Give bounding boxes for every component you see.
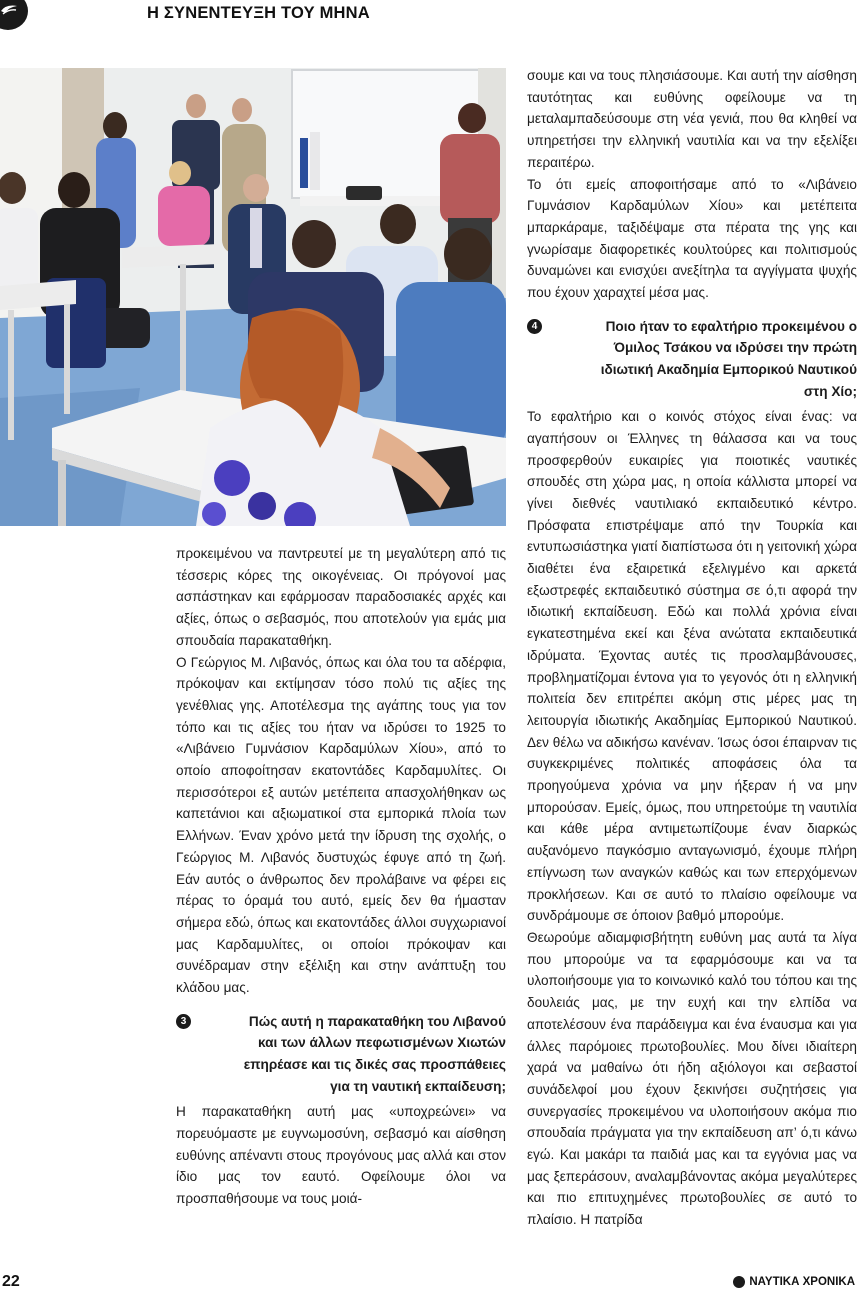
question-text: Ποιο ήταν το εφαλτήριο προκειμένου ο Όμιλος Τσάκου να ιδρύσει την πρώτη ιδιωτική Ακαδημία Εμπορικού Ναυτικού στη Χίο; <box>600 318 857 399</box>
right-paragraph-3: Το εφαλτήριο και ο κοινός στόχος είναι ένας: να αγαπήσουν οι Έλληνες τη θάλασσα και να τους προσφερθούν ευκαιρίες για ποιοτικές ναυτικές σπουδές στη χώρα μας, η οποία κάλλιστα μπορεί να γίνει διεθνές ναυτιλιακό εκπαιδευτικό κέντρο. Πρόσφατα επιστρέψαμε από την Τουρκία και εντυπωσιάστηκα γιατί διαπίστωσα ότι η γειτονική χώρα διαθέτει ένα εξαιρετικά εξελιγμένο και αρκετά εξωστρεφές εκπαιδευτικό σύστημα σε ό,τι αφορά την ιδιωτική εκπαίδευση. Εδώ και πολλά χρόνια είναι εγκατεστημένα εκεί και ξένα ανώτατα εκπαιδευτικά ιδρύματα. Έχοντας αυτές τις προσλαμβάνουσες, προβληματίζομαι έντονα για το γεγονός ότι η ελληνική πολιτεία δεν επιτρέπει ακόμη στις μέρες μας τη λειτουργία ιδιωτικής Ακαδημίας Εμπορικού Ναυτικού. Δεν θέλω να αδικήσω κανέναν. Ίσως όσοι έπαιρναν τις συγκεκριμένες πολιτικές αποφάσεις όλα τα προηγούμενα χρόνια να μην ήξεραν ή να μην μπορούσαν. Εμείς, όμως, που υπηρετούμε τη ναυτιλία και κάθε μέρα αντιμετωπίζουμε έναν διαρκώς αυξανόμενο παγκόσμιο ανταγωνισμό, έχουμε πλήρη επίγνωση των αναγκών καθώς και των επερχόμενων προκλήσεων. Και σε αυτό το πλαίσιο οφείλουμε να συνδράμουμε σε όποιον βαθμό μπορούμε. <box>527 409 857 924</box>
page-number: 22 <box>2 1273 20 1290</box>
left-paragraph-3: Η παρακαταθήκη αυτή μας «υποχρεώνει» να πορευόμαστε με ευγνωμοσύνη, σεβασμό και αίσθηση ευθύνης απέναντι στους προγόνους μας αλλά και στον ίδιο μας τον εαυτό. Οφείλουμε όλοι να προσπαθήσουμε να τους μοιά- <box>176 1104 506 1206</box>
left-paragraph-1: προκειμένου να παντρευτεί με τη μεγαλύτερη από τις τέσσερις κόρες της οικογένειας. Οι πρόγονοί μας ασπάστηκαν και εφάρμοσαν παραδοσιακές αρχές και αξίες, όπως ο σεβασμός, που αποτελούν για εμάς μια σπουδαία παρακαταθήκη. <box>176 546 506 648</box>
left-text-column <box>176 543 506 1210</box>
classroom-photo <box>0 68 506 526</box>
brand-name: ΝΑΥΤΙΚΑ ΧΡΟΝΙΚΑ <box>749 1276 855 1288</box>
right-paragraph-4: Θεωρούμε αδιαμφισβήτητη ευθύνη μας αυτά τα λίγα που μπορούμε να τα εφαρμόσουμε και να τα υλοποιήσουμε για το κοινωνικό καλό του τόπου και της δουλειάς μας, με την ευχή και την ελπίδα να αποτελέσουν ένα παράδειγμα και ένα έναυσμα και για άλλες παρόμοιες πρωτοβουλίες. Μου δίνει ιδιαίτερη χαρά να μαθαίνω ότι ήδη αξιόλογοι και σεβαστοί συνάδελφοί μου έχουν ξεκινήσει συζητήσεις για συνεργασίες προκειμένου να υλοποιήσουν ακόμα πιο σπουδαία πράγματα για την εκπαίδευση απ’ ό,τι κάνω εγώ. Και μακάρι τα παιδιά μας και τα εγγόνια μας να μας ξεπεράσουν, αναλαμβάνοντας ακόμα μεγαλύτερες και πιο επιτυχημένες πρωτοβουλίες σε αυτό το πλαίσιο. Η πατρίδα <box>527 929 857 1228</box>
left-paragraph-2: Ο Γεώργιος Μ. Λιβανός, όπως και όλα του τα αδέρφια, πρόκοψαν και εκτίμησαν τόσο πολύ τις αξίες της γενέθλιας γης. Αποτέλεσμα της αγάπης τους για τον τόπο και τις αξίες του ήταν να ιδρύσει το 1925 το «Λιβάνειο Γυμνάσιον Καρδαμύλων Χίου», από το οποίο αποφοίτησαν εκατοντάδες Καρδαμυλίτες. Οι περισσότεροι εξ αυτών μετέπειτα απασχολήθηκαν ως καπετάνιοι και αξιωματικοί στα εμπορικά πλοία των Ελλήνων. Έναν χρόνο μετά την ίδρυση της σχολής, ο Γεώργιος Μ. Λιβανός δυστυχώς έφυγε από τη ζωή. Εάν αυτός ο άνθρωπος δεν προλάβαινε να φέρει εις πέρας το όραμά του αυτό, εμείς δεν θα ήμασταν σήμερα εδώ, όπως και εκατοντάδες άλλοι συγχωριανοί μας Καρδαμυλίτες, οι οποίοι πρόκοψαν και συνέδραμαν στην εξέλιξη και στην ανάπτυξη του κλάδου μας. <box>176 654 506 996</box>
footer-brand <box>733 1276 855 1288</box>
right-paragraph-1: σουμε και να τους πλησιάσουμε. Και αυτή την αίσθηση ταυτότητας και ευθύνης οφείλουμε να τη μεταλαμπαδεύσουμε στη νέα γενιά, που θα κληθεί να υπηρετήσει την ελληνική ναυτιλία και να την εξελίξει περαιτέρω. <box>527 68 857 170</box>
right-paragraph-2: Το ότι εμείς αποφοιτήσαμε από το «Λιβάνειο Γυμνάσιον Καρδαμύλων Χίου» και μετέπειτα μπαρκάραμε, ταξιδέψαμε στα πέρατα της γης και γνωρίσαμε διαφορετικές κουλτούρες και πολιτισμούς δυναμώνει και ενισχύει ανεξίτηλα τα αγγίγματα ψυχής που έχουν χαραχτεί μέσα μας. <box>527 176 857 301</box>
right-text-column <box>527 65 857 1231</box>
question-number-badge: 4 <box>527 319 542 334</box>
question-text: Πώς αυτή η παρακαταθήκη του Λιβανού και των άλλων πεφωτισμένων Χιωτών επηρέασε και τις δικές σας προσπάθειες για τη ναυτική εκπαίδευση; <box>243 1013 506 1094</box>
magazine-logo-icon <box>0 0 28 30</box>
question-4 <box>527 316 857 402</box>
brand-logo-icon <box>733 1276 745 1288</box>
question-number-badge: 3 <box>176 1014 191 1029</box>
section-title: Η ΣΥΝΕΝΤΕΥΞΗ ΤΟΥ ΜΗΝΑ <box>147 4 370 22</box>
question-3 <box>176 1011 506 1097</box>
